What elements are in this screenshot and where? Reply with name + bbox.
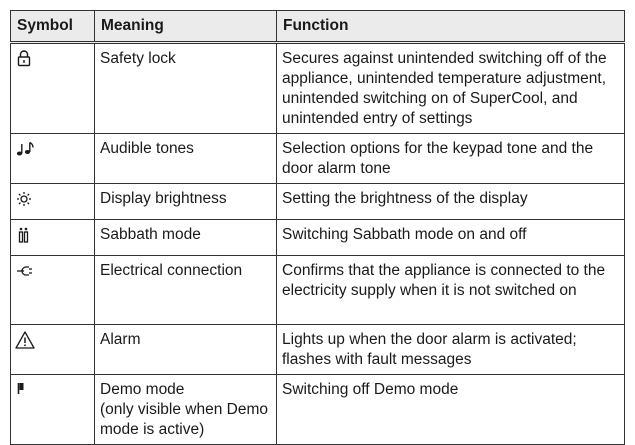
header-symbol: Symbol (11, 11, 95, 43)
meaning-cell: Audible tones (95, 134, 277, 184)
function-cell: Secures against unintended switching off of the appliance, unintended temperature adjustment, unintended switching on of SuperCool, and unintended entry of settings (277, 43, 625, 134)
meaning-cell: Electrical connection (95, 256, 277, 325)
warning-triangle-icon (15, 330, 37, 350)
symbol-cell (11, 325, 95, 375)
meaning-label: Demo mode (100, 381, 185, 398)
sun-icon (15, 189, 37, 209)
padlock-icon (15, 49, 37, 69)
sabbath-candles-icon (15, 225, 37, 245)
symbol-cell (11, 256, 95, 325)
header-function: Function (277, 11, 625, 43)
meaning-cell: Sabbath mode (95, 220, 277, 256)
symbol-table (10, 10, 625, 445)
symbol-cell (11, 134, 95, 184)
symbol-cell (11, 184, 95, 220)
function-cell: Switching off Demo mode (277, 375, 625, 445)
table-row (11, 134, 625, 184)
function-cell: Setting the brightness of the display (277, 184, 625, 220)
meaning-cell: Alarm (95, 325, 277, 375)
symbol-cell (11, 43, 95, 134)
header-meaning: Meaning (95, 11, 277, 43)
function-cell: Confirms that the appliance is connected to the electricity supply when it is not switched on (277, 256, 625, 325)
flag-icon (15, 380, 37, 400)
table-row (11, 220, 625, 256)
meaning-cell (95, 375, 277, 445)
table-row (11, 375, 625, 445)
table-row (11, 256, 625, 325)
table-row (11, 325, 625, 375)
symbol-cell (11, 220, 95, 256)
symbol-cell (11, 375, 95, 445)
meaning-cell: Safety lock (95, 43, 277, 134)
table-header-row (11, 11, 625, 43)
function-cell: Lights up when the door alarm is activated; flashes with fault messages (277, 325, 625, 375)
function-cell: Switching Sabbath mode on and off (277, 220, 625, 256)
table-row (11, 184, 625, 220)
function-cell: Selection options for the keypad tone and the door alarm tone (277, 134, 625, 184)
table-row (11, 43, 625, 134)
meaning-note: (only visible when Demo mode is active) (100, 401, 268, 438)
plug-icon (15, 261, 37, 281)
music-notes-icon (15, 139, 37, 159)
meaning-cell: Display brightness (95, 184, 277, 220)
